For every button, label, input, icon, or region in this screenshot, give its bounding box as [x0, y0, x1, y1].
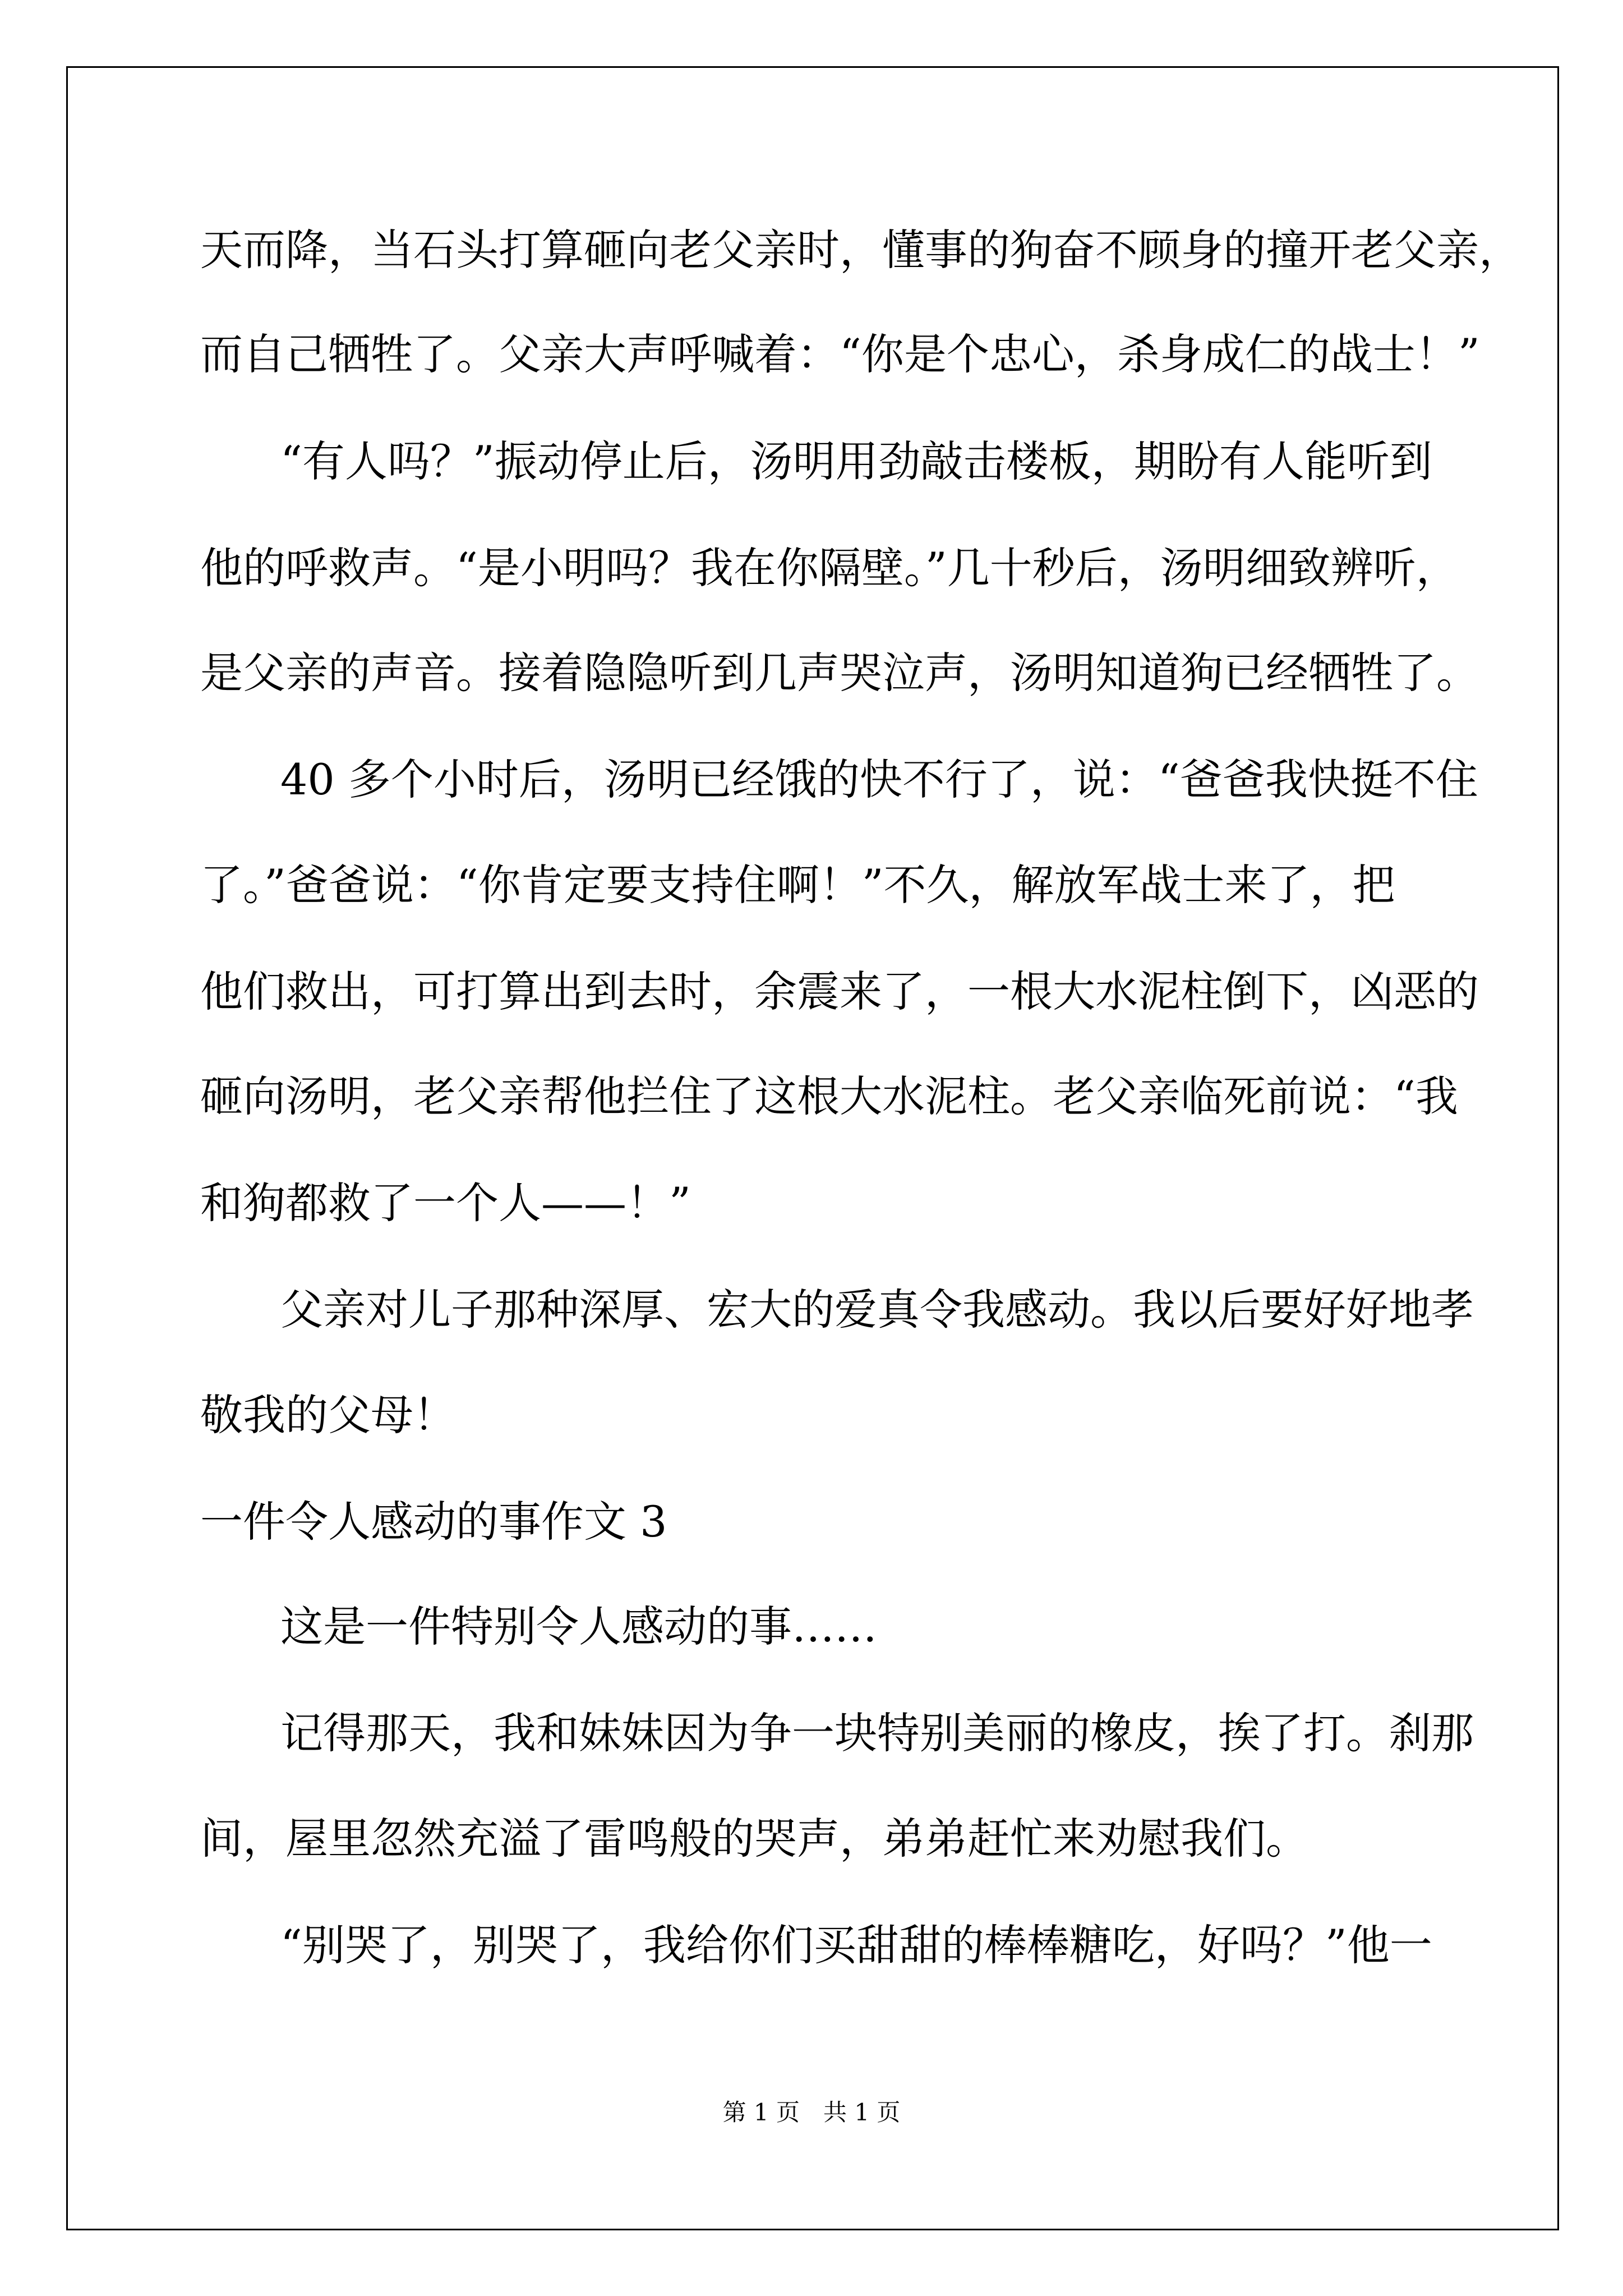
text-line: 天而降，当石头打算砸向老父亲时，懂事的狗奋不顾身的撞开老父亲，: [200, 225, 1521, 275]
text-line: “别哭了，别哭了，我给你们买甜甜的棒棒糖吃，好吗？”他一: [280, 1920, 1432, 1970]
text-line: 记得那天，我和妹妹因为争一块特别美丽的橡皮，挨了打。刹那: [280, 1708, 1474, 1758]
text-line: 40 多个小时后，汤明已经饿的快不行了，说：“爸爸我快挺不住: [280, 754, 1478, 804]
text-line: “有人吗？”振动停止后，汤明用劲敲击楼板，期盼有人能听到: [280, 436, 1432, 486]
page-footer: 第 1 页 共 1 页: [722, 2099, 901, 2126]
text-line: 他们救出，可打算出到去时，余震来了，一根大水泥柱倒下，凶恶的: [200, 967, 1479, 1016]
text-line: 敬我的父母！: [200, 1390, 456, 1440]
text-line: 他的呼救声。“是小明吗？我在你隔壁。”几十秒后，汤明细致辨听，: [200, 543, 1459, 593]
text-line: 和狗都救了一个人——！”: [200, 1178, 691, 1228]
text-line: 这是一件特别令人感动的事……: [280, 1602, 877, 1651]
text-line: 是父亲的声音。接着隐隐听到几声哭泣声，汤明知道狗已经牺牲了。: [200, 648, 1479, 698]
text-line: 父亲对儿子那种深厚、宏大的爱真令我感动。我以后要好好地孝: [280, 1285, 1474, 1335]
text-line: 砸向汤明，老父亲帮他拦住了这根大水泥柱。老父亲临死前说：“我: [200, 1071, 1458, 1121]
text-line: 而自己牺牲了。父亲大声呼喊着：“你是个忠心，杀身成仁的战士！”: [200, 329, 1480, 379]
page-border: [66, 66, 1559, 2230]
text-line: 间，屋里忽然充溢了雷鸣般的哭声，弟弟赶忙来劝慰我们。: [200, 1814, 1308, 1864]
section-heading: 一件令人感动的事作文 3: [200, 1497, 667, 1547]
text-line: 了。”爸爸说：“你肯定要支持住啊！”不久，解放军战士来了，把: [200, 860, 1395, 910]
